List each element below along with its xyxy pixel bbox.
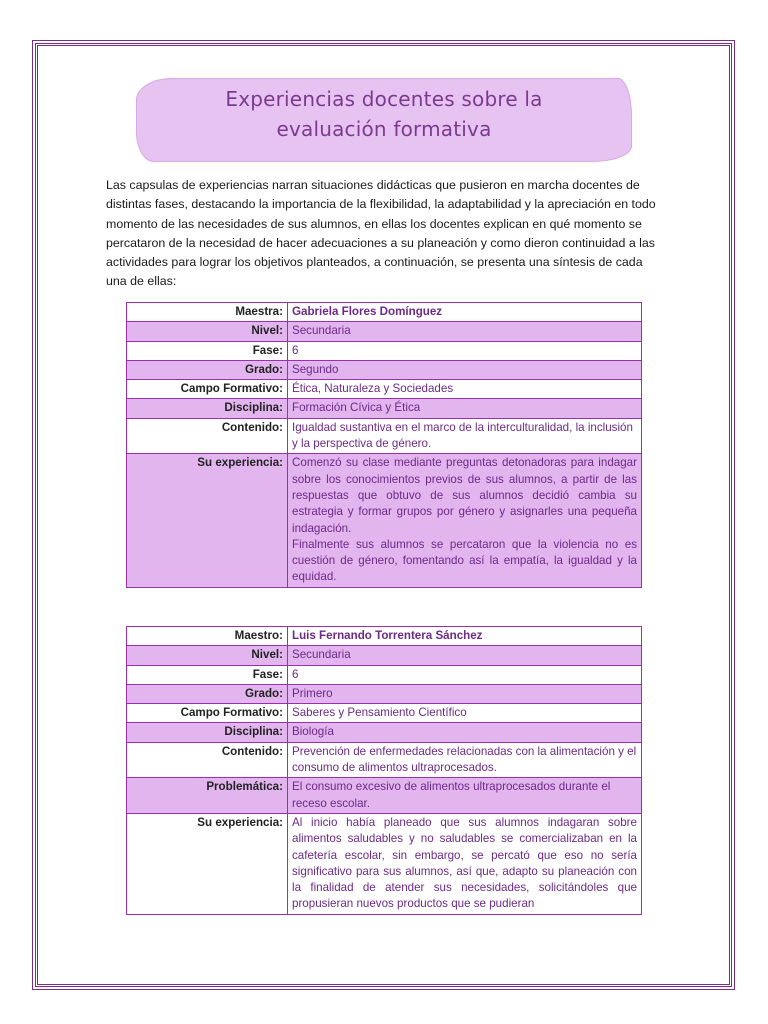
row-label: Problemática: [127,778,288,814]
teacher-name: Gabriela Flores Domínguez [288,303,642,322]
row-label: Su experiencia: [127,813,288,914]
row-value: Saberes y Pensamiento Científico [288,704,642,723]
row-label: Contenido: [127,742,288,778]
row-label: Nivel: [127,646,288,665]
table-row [127,341,642,360]
table-row [127,399,642,418]
experience-table-2 [126,626,642,915]
row-value: 6 [288,341,642,360]
row-label: Maestro: [127,627,288,646]
table-row [127,778,642,814]
page-title [136,84,632,144]
title-line-2: evaluación formativa [276,117,492,141]
row-value: Primero [288,684,642,703]
table-row [127,627,642,646]
table-row [127,360,642,379]
row-value: Formación Cívica y Ética [288,399,642,418]
table-row [127,723,642,742]
row-label: Campo Formativo: [127,380,288,399]
row-label: Fase: [127,665,288,684]
row-value: Ética, Naturaleza y Sociedades [288,380,642,399]
row-label: Fase: [127,341,288,360]
row-value: Secundaria [288,322,642,341]
intro-paragraph: Las capsulas de experiencias narran situaciones didácticas que pusieron en marcha docentes de distintas fases, destacando la importancia de la flexibilidad, la adaptabilidad y la apreciación en todo momento de las necesidades de sus alumnos, en ellas los docentes explican en qué momento se percataron de la necesidad de hacer adecuaciones a su planeación y como dieron continuidad a las actividades para lograr los objetivos planteados, a continuación, se presenta una síntesis de cada una de ellas: [106,178,656,289]
experience-text: Al inicio había planeado que sus alumnos indagaran sobre alimentos saludables y no saludables se comercializaban en la cafetería escolar, sin embargo, se percató que eso no sería significativo para sus alumnos, así que, adapto su planeación con la finalidad de atender sus necesidades, solicitándoles que propusieran nuevos productos que se pudieran [288,813,642,914]
row-value: Prevención de enfermedades relacionadas con la alimentación y el consumo de alimentos ultraprocesados. [288,742,642,778]
title-line-1: Experiencias docentes sobre la [225,87,543,111]
row-value: 6 [288,665,642,684]
row-value: Segundo [288,360,642,379]
row-value: Biología [288,723,642,742]
table-row [127,704,642,723]
experience-paragraph-1: Comenzó su clase mediante preguntas detonadoras para indagar sobre los conocimientos previos de sus alumnos, a partir de las respuestas que obtuvo de sus alumnos decidió cambia su estrategia y formar grupos por género y asignarles una pequeña indagación. [292,456,637,535]
experience-text [288,454,642,587]
table-row [127,303,642,322]
table-row [127,813,642,914]
table-row [127,454,642,587]
row-label: Grado: [127,684,288,703]
row-label: Grado: [127,360,288,379]
experience-paragraph-2: Finalmente sus alumnos se percataron que la violencia no es cuestión de género, fomentando así la empatía, la igualdad y la equidad. [292,537,637,584]
table-row [127,418,642,454]
table-row [127,322,642,341]
table-row [127,665,642,684]
row-label: Su experiencia: [127,454,288,587]
table-row [127,742,642,778]
row-label: Campo Formativo: [127,704,288,723]
row-value: El consumo excesivo de alimentos ultraprocesados durante el receso escolar. [288,778,642,814]
row-value: Igualdad sustantiva en el marco de la interculturalidad, la inclusión y la perspectiva de género. [288,418,642,454]
row-label: Disciplina: [127,399,288,418]
row-label: Maestra: [127,303,288,322]
teacher-name: Luis Fernando Torrentera Sánchez [288,627,642,646]
row-value: Secundaria [288,646,642,665]
table-row [127,646,642,665]
row-label: Nivel: [127,322,288,341]
row-label: Contenido: [127,418,288,454]
table-row [127,684,642,703]
row-label: Disciplina: [127,723,288,742]
table-row [127,380,642,399]
experience-table-1 [126,302,642,588]
